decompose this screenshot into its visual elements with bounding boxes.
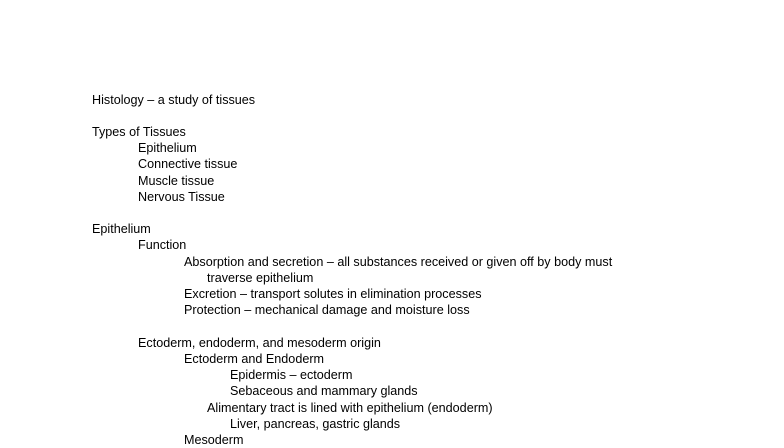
types-item-connective: Connective tissue bbox=[138, 157, 238, 171]
function-excretion: Excretion – transport solutes in elimination processes bbox=[184, 287, 482, 301]
mesoderm-heading: Mesoderm bbox=[184, 433, 244, 447]
types-item-nervous: Nervous Tissue bbox=[138, 190, 225, 204]
function-absorption-cont: traverse epithelium bbox=[207, 271, 314, 285]
types-item-muscle: Muscle tissue bbox=[138, 174, 215, 188]
function-protection: Protection – mechanical damage and moisture loss bbox=[184, 303, 470, 317]
liver-item: Liver, pancreas, gastric glands bbox=[230, 417, 401, 431]
function-heading: Function bbox=[138, 238, 187, 252]
ecto-endo-heading: Ectoderm and Endoderm bbox=[184, 352, 325, 366]
epithelium-heading: Epithelium bbox=[92, 222, 151, 236]
types-item-epithelium: Epithelium bbox=[138, 141, 197, 155]
glands-item: Sebaceous and mammary glands bbox=[230, 384, 418, 398]
function-absorption: Absorption and secretion – all substances received or given off by body must bbox=[184, 255, 613, 269]
alimentary-item: Alimentary tract is lined with epithelium (endoderm) bbox=[207, 401, 493, 415]
types-heading: Types of Tissues bbox=[92, 125, 186, 139]
epidermis-item: Epidermis – ectoderm bbox=[230, 368, 353, 382]
page-title: Histology – a study of tissues bbox=[92, 93, 256, 107]
origin-heading: Ectoderm, endoderm, and mesoderm origin bbox=[138, 336, 381, 350]
